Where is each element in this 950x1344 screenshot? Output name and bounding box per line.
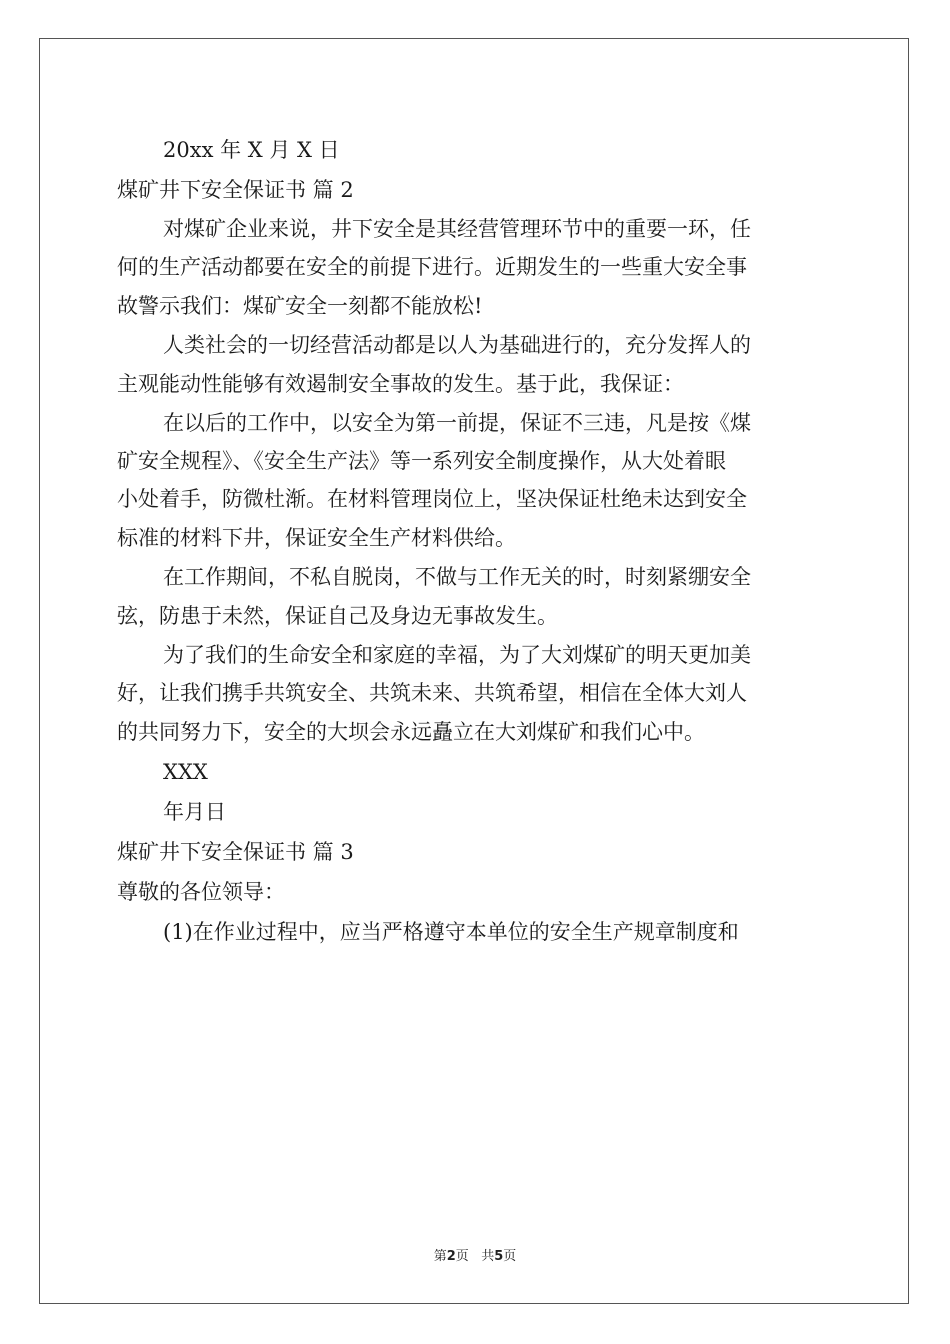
signature-date: 年月日	[163, 800, 226, 824]
document-body	[117, 130, 835, 952]
page-suffix: 页	[455, 1249, 469, 1264]
paragraph-line: 标准的材料下井，保证安全生产材料供给。	[117, 526, 516, 550]
paragraph-line: 在工作期间，不私自脱岗，不做与工作无关的时，时刻紧绷安全	[163, 565, 751, 589]
section-heading: 煤矿井下安全保证书 篇 2	[117, 178, 354, 202]
current-page-number: 2	[446, 1249, 456, 1264]
paragraph-line: 小处着手，防微杜渐。在材料管理岗位上，坚决保证杜绝未达到安全	[117, 487, 747, 511]
total-page-count: 5	[494, 1249, 504, 1264]
salutation: 尊敬的各位领导：	[117, 880, 285, 904]
paragraph-line: (1)在作业过程中，应当严格遵守本单位的安全生产规章制度和	[163, 920, 739, 944]
date-line: 20xx 年 X 月 X 日	[163, 138, 340, 162]
paragraph-line: 好，让我们携手共筑安全、共筑未来、共筑希望，相信在全体大刘人	[117, 681, 747, 705]
paragraph-line: 为了我们的生命安全和家庭的幸福，为了大刘煤矿的明天更加美	[163, 643, 751, 667]
paragraph-line: 矿安全规程》、《安全生产法》等一系列安全制度操作，从大处着眼	[117, 449, 726, 473]
paragraph-line: 弦，防患于未然，保证自己及身边无事故发生。	[117, 604, 558, 628]
total-suffix: 页	[503, 1249, 517, 1264]
page-prefix: 第	[433, 1249, 447, 1264]
paragraph-line: 的共同努力下，安全的大坝会永远矗立在大刘煤矿和我们心中。	[117, 720, 705, 744]
signature-name: XXX	[163, 760, 208, 784]
paragraph-line: 对煤矿企业来说，井下安全是其经营管理环节中的重要一环，任	[163, 217, 751, 241]
total-prefix: 共	[481, 1249, 495, 1264]
paragraph-line: 何的生产活动都要在安全的前提下进行。近期发生的一些重大安全事	[117, 255, 747, 279]
paragraph-line: 人类社会的一切经营活动都是以人为基础进行的，充分发挥人的	[163, 333, 751, 357]
paragraph-line: 在以后的工作中，以安全为第一前提，保证不三违，凡是按《煤	[163, 411, 751, 435]
paragraph-line: 主观能动性能够有效遏制安全事故的发生。基于此，我保证：	[117, 372, 684, 396]
section-heading: 煤矿井下安全保证书 篇 3	[117, 840, 354, 864]
page-footer	[0, 1245, 950, 1264]
paragraph-line: 故警示我们：煤矿安全一刻都不能放松!	[117, 294, 483, 318]
